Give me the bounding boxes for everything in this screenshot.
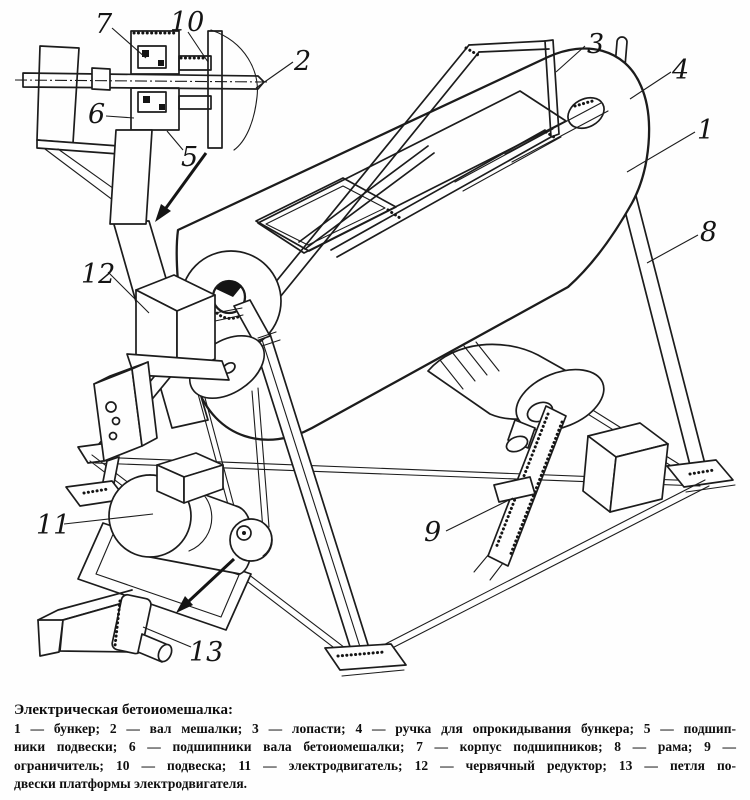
callout-label-2: 2 <box>294 46 312 77</box>
callout-label-10: 10 <box>170 7 205 38</box>
caption-line: ограничитель; 10 — подвеска; 11 — электродвигатель; 12 — червячный редуктор; 13 — петля по- <box>14 757 736 773</box>
callout-label-13: 13 <box>189 637 224 668</box>
callout-label-7: 7 <box>95 9 113 40</box>
callout-label-5: 5 <box>181 142 199 173</box>
callout-label-1: 1 <box>697 115 715 146</box>
callout-label-9: 9 <box>424 517 442 548</box>
bearing-detail-inset <box>15 30 268 224</box>
caption-line: 1 — бункер; 2 — вал мешалки; 3 — лопасти; 4 — ручка для опрокидывания бункера; 5 — подшип- <box>14 721 736 736</box>
callout-label-6: 6 <box>88 99 106 130</box>
callout-label-11: 11 <box>36 510 71 541</box>
callout-label-4: 4 <box>672 55 690 86</box>
caption-line: ники подвески; 6 — подшипники вала бетоиомешалки; 7 — корпус подшипников; 8 — рама; 9 — <box>14 739 736 755</box>
callout-label-12: 12 <box>81 259 116 290</box>
caption-line: двески платформы электродвигателя. <box>14 775 247 791</box>
callout-label-8: 8 <box>700 217 718 248</box>
callout-label-3: 3 <box>587 29 605 60</box>
caption-title: Электрическая бетоиомешалка: <box>14 702 233 718</box>
figure-caption <box>14 701 736 793</box>
